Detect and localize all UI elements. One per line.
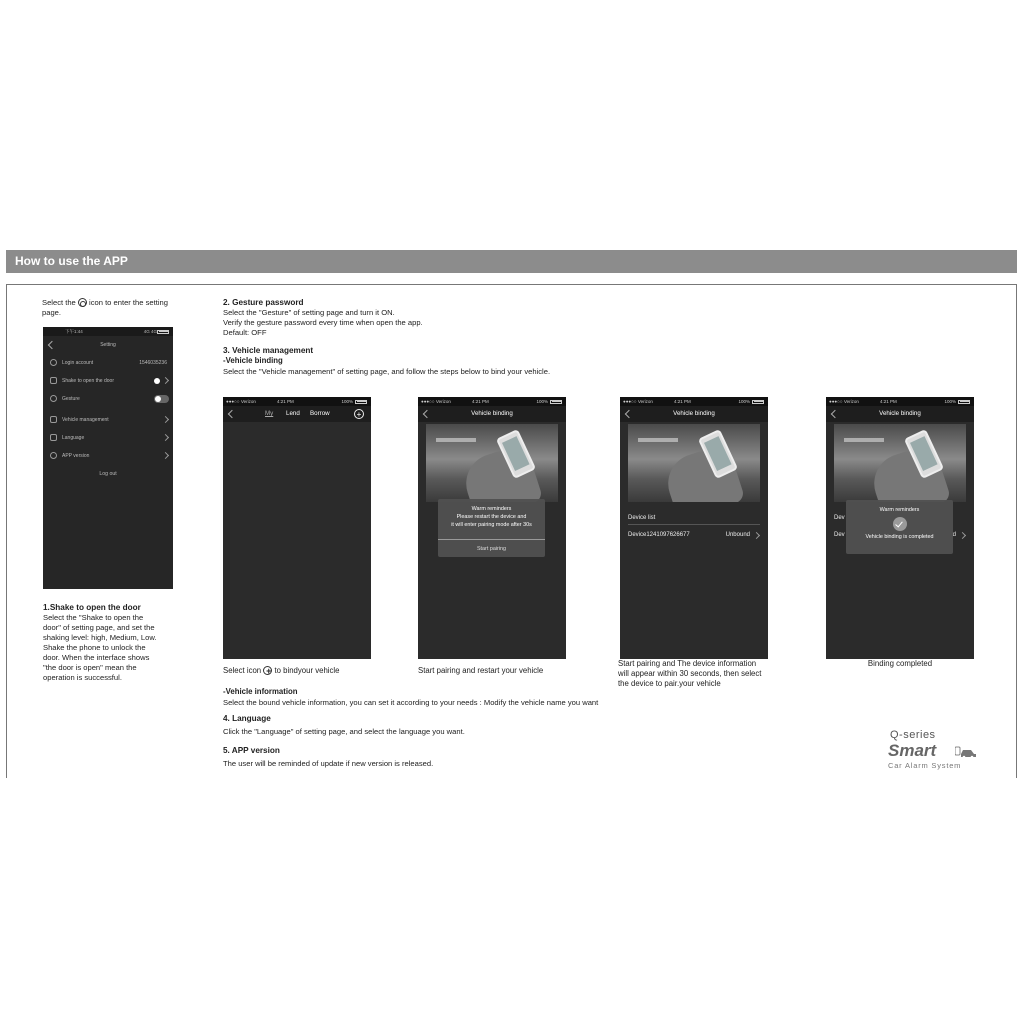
settings-statusbar [43,327,173,336]
logout-button[interactable]: Log out [99,471,117,477]
carrier: ●●●○○ Verizon [829,399,859,404]
checkmark-stroke [895,520,903,528]
language-line: Click the "Language" of setting page, and select the language you want. [223,727,465,736]
navbar [620,406,768,422]
phone-in-hand-photo [426,424,558,502]
settings-row-vehicle[interactable] [43,411,173,429]
settings-phone-screenshot [43,327,173,589]
back-icon[interactable] [831,410,839,418]
dialog-line: it will enter pairing mode after 30s [451,522,532,528]
tab-borrow[interactable]: Borrow [310,410,330,417]
caption-post: to bindyour vehicle [274,666,340,675]
caption-select-icon [223,666,340,676]
row-label: Shake to open the door [62,378,114,384]
shake-body [43,613,193,683]
warm-reminder-dialog [438,499,545,557]
device-status-partial: d [952,532,956,538]
vehicle-info-title: -Vehicle information [223,687,298,696]
shake-line: operation is successful. [43,673,122,682]
battery-icon [355,400,367,404]
settings-gear-icon [78,298,87,307]
photo-light [436,438,476,442]
phone-binding-completed [826,397,974,659]
dialog-message: Vehicle binding is completed [865,534,934,540]
battery-percent: 100% [341,399,353,404]
status-time: 4:21 PM [674,399,691,404]
user-icon [50,359,57,366]
gesture-line: Verify the gesture password every time when open the app. [223,318,423,327]
caption-line: the device to pair.your vehicle [618,679,721,688]
phone-in-hand-photo [628,424,760,502]
row-value: 1546035236 [139,360,167,366]
statusbar [223,397,371,406]
navbar [223,406,371,422]
carrier: ●●●○○ Verizon [226,399,256,404]
statusbar [620,397,768,406]
tab-lend[interactable]: Lend [286,410,300,417]
screen-title: Vehicle binding [879,410,921,417]
device-id: Device1241097626677 [628,532,690,538]
row-label: APP version [62,453,90,459]
section-title: How to use the APP [15,254,128,268]
status-time: 4:21 PM [880,399,897,404]
checkmark-icon [893,517,907,531]
statusbar [826,397,974,406]
intro-line1-post: icon to enter the setting [89,298,168,307]
settings-navbar [43,336,173,354]
phone-my-vehicles [223,397,371,659]
shake-line: door. When the interface shows [43,653,150,662]
shake-line: Shake the phone to unlock the [43,643,146,652]
status-time: 下午1:44 [65,329,83,334]
car-logo-icon [955,746,977,758]
device-list-label-partial: Dev [834,515,845,521]
version-icon [50,452,57,459]
battery-icon [157,330,169,334]
gesture-line: Select the "Gesture" of setting page and turn it ON. [223,308,395,317]
shake-line: Select the "Shake to open the [43,613,144,622]
photo-light [844,438,884,442]
gesture-line: Default: OFF [223,328,267,337]
screen-title: Vehicle binding [673,410,715,417]
binding-complete-dialog [846,500,953,554]
battery-icon [958,400,970,404]
battery-percent: 100% [536,399,548,404]
dialog-line: Please restart the device and [456,514,527,520]
carrier: ●●●○○ Verizon [421,399,451,404]
status-time: 4:21 PM [472,399,489,404]
add-circle-icon [263,666,272,675]
gesture-icon [50,395,57,402]
phone-pairing [418,397,566,659]
intro-text [42,298,202,318]
vehicle-info-line: Select the bound vehicle information, you can set it according to your needs : Modify the vehicle name you want [223,698,599,707]
caption-pre: Select icon [223,666,262,675]
settings-title: Setting [100,342,116,348]
settings-row-app-version[interactable] [43,447,173,465]
shake-line: shaking level: high, Medium, Low. [43,633,157,642]
device-list-item[interactable] [628,529,760,541]
chevron-right-icon [162,377,169,384]
language-title: 4. Language [223,714,271,723]
caption-start-pairing: Start pairing and restart your vehicle [418,666,544,675]
dialog-title: Warm reminders [879,507,920,513]
shake-level-knob[interactable] [153,377,161,385]
row-label: Login account [62,360,94,366]
battery-icon [550,400,562,404]
vehicle-title: 3. Vehicle management [223,346,314,355]
statusbar [418,397,566,406]
status-time: 4:21 PM [277,399,294,404]
caption-device-info [618,659,761,689]
caption-line: will appear within 30 seconds, then select [618,669,762,678]
phone-shake-icon [50,377,57,384]
dialog-title: Warm reminders [471,506,512,512]
section-header-bar [6,250,1017,273]
shake-line: "the door is open" mean the [43,663,137,672]
status-signal: 4G 4G [143,329,157,334]
logo-brand: Smart [888,741,937,760]
shake-line: door" of setting page, and set the [43,623,155,632]
battery-icon [752,400,764,404]
gesture-body [223,308,423,338]
screen-title: Vehicle binding [471,410,513,417]
back-icon[interactable] [228,410,236,418]
caption-line: Start pairing and The device information [618,659,757,668]
device-status: Unbound [725,532,750,538]
navbar [418,406,566,422]
settings-row-language[interactable] [43,429,173,447]
chevron-right-icon [162,434,169,441]
tab-my[interactable]: My [265,410,274,417]
carrier: ●●●○○ Verizon [623,399,653,404]
vehicle-subtitle: -Vehicle binding [223,356,283,365]
app-version-title: 5. APP version [223,746,280,755]
gesture-toggle[interactable] [154,395,169,403]
language-icon [50,434,57,441]
chevron-right-icon [162,416,169,423]
row-label: Vehicle management [62,417,109,423]
battery-percent: 100% [738,399,750,404]
phone-in-hand-photo [834,424,966,502]
device-list-label: Device list [628,512,760,525]
settings-row-gesture[interactable] [43,390,173,408]
add-vehicle-icon[interactable]: + [354,409,364,419]
back-icon[interactable] [625,410,633,418]
phone-device-list [620,397,768,659]
row-label: Gesture [62,396,80,402]
logo-tagline: Car Alarm System [888,761,962,770]
vehicle-line: Select the "Vehicle management" of setting page, and follow the steps below to bind your vehicle. [223,367,551,376]
caption-binding-completed: Binding completed [867,659,933,668]
navbar [826,406,974,422]
chevron-right-icon [162,452,169,459]
battery-percent: 100% [944,399,956,404]
settings-row-login[interactable] [43,354,173,372]
back-icon[interactable] [48,341,56,349]
row-label: Language [62,435,85,441]
intro-line1-pre: Select the [42,298,76,307]
car-icon [50,416,57,423]
device-id-partial: Dev [834,532,845,538]
intro-line2: page. [42,308,62,317]
logo-series: Q-series [890,729,936,741]
app-version-line: The user will be reminded of update if new version is released. [223,759,434,768]
chevron-right-icon [959,532,966,539]
settings-row-shake[interactable] [43,372,173,390]
photo-light [638,438,678,442]
back-icon[interactable] [423,410,431,418]
gesture-title: 2. Gesture password [223,298,304,307]
shake-title: 1.Shake to open the door [43,603,141,612]
start-pairing-button[interactable]: Start pairing [438,539,545,558]
chevron-right-icon [753,532,760,539]
